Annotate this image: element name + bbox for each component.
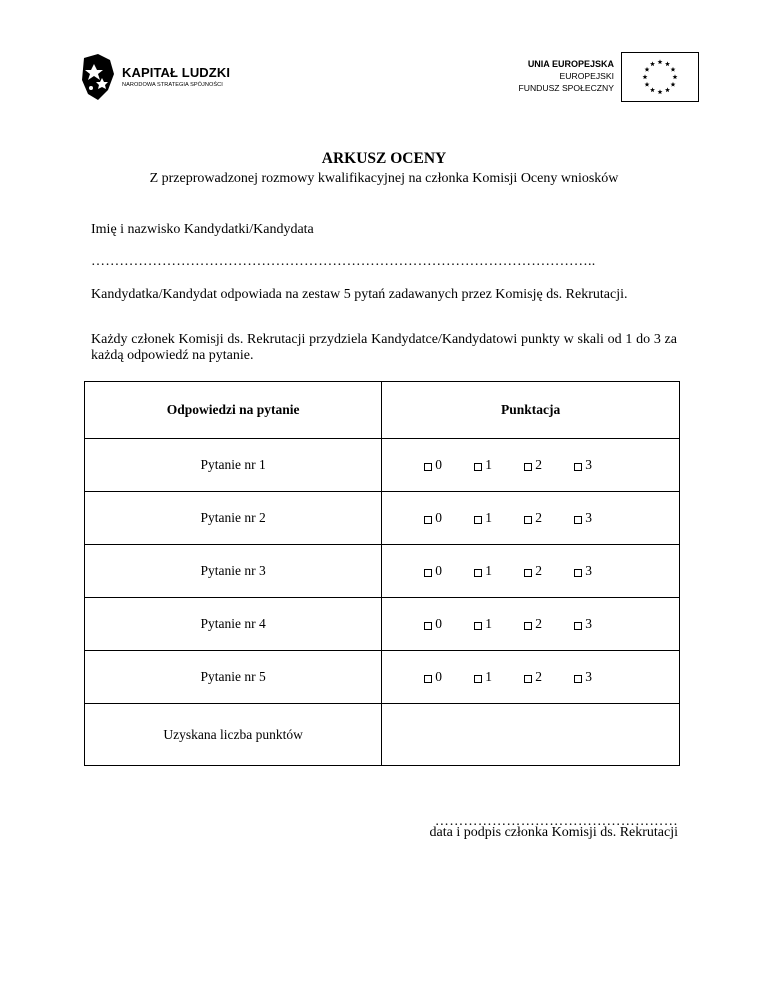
eu-star-icon [645,82,650,87]
score-option-label: 1 [485,510,492,525]
table-row [85,598,680,651]
signature-label: data i podpis członka Komisji ds. Rekrutacji [429,825,678,840]
eu-star-icon [658,59,663,64]
kapital-ludzki-logo [80,52,250,104]
score-option-label: 0 [435,669,442,684]
score-option-label: 0 [435,457,442,472]
checkbox-icon[interactable] [524,622,532,630]
kapital-ludzki-title: KAPITAŁ LUDZKI [122,65,231,80]
question-label: Pytanie nr 5 [85,651,382,704]
eu-star-icon [665,61,670,66]
eu-logo-line3: FUNDUSZ SPOŁECZNY [518,83,614,93]
eu-star-icon [650,61,655,66]
table-row [85,492,680,545]
checkbox-icon[interactable] [574,516,582,524]
score-option[interactable] [474,669,524,685]
table-header-row [85,382,680,439]
eu-star-icon [645,67,650,72]
table-row [85,545,680,598]
eu-logo-line1: UNIA EUROPEJSKA [527,59,614,69]
checkbox-icon[interactable] [574,675,582,683]
score-options [382,598,680,651]
score-options-group [382,510,679,526]
checkbox-icon[interactable] [424,569,432,577]
checkbox-icon[interactable] [574,569,582,577]
checkbox-icon[interactable] [424,516,432,524]
eu-star-icon [673,74,678,79]
instructions-paragraph-1: Kandydatka/Kandydat odpowiada na zestaw 5 pytań zadawanych przez Komisję ds. Rekrutacji. [91,287,628,302]
candidate-name-field[interactable]: …………………………………………………………………………………………….. [91,254,596,269]
score-option-label: 2 [535,616,542,631]
question-label: Pytanie nr 2 [85,492,382,545]
eu-star-icon [671,67,676,72]
score-option-label: 3 [585,616,592,631]
eu-stars-icon [622,53,698,101]
eu-star-icon [671,82,676,87]
checkbox-icon[interactable] [474,463,482,471]
eu-logo-line2: EUROPEJSKI [559,71,614,81]
signature-field[interactable]: …………………………………………… [434,814,678,829]
score-option[interactable] [524,563,574,579]
score-option-label: 2 [535,457,542,472]
checkbox-icon[interactable] [474,622,482,630]
checkbox-icon[interactable] [424,675,432,683]
eu-star-icon [658,89,663,94]
score-option-label: 3 [585,669,592,684]
score-option-label: 1 [485,563,492,578]
score-option[interactable] [474,510,524,526]
checkbox-icon[interactable] [524,516,532,524]
score-options [382,492,680,545]
score-option-label: 2 [535,510,542,525]
score-option[interactable] [474,457,524,473]
score-option-label: 3 [585,510,592,525]
total-row [85,704,680,766]
score-option-label: 1 [485,669,492,684]
eu-flag [621,52,699,102]
score-option-label: 3 [585,457,592,472]
score-option-label: 2 [535,669,542,684]
total-label: Uzyskana liczba punktów [85,704,382,766]
score-option-label: 1 [485,457,492,472]
score-option-label: 0 [435,563,442,578]
checkbox-icon[interactable] [574,463,582,471]
eu-star-icon [650,87,655,92]
header-points: Punktacja [382,382,680,439]
checkbox-icon[interactable] [524,675,532,683]
score-option[interactable] [424,563,474,579]
score-option[interactable] [524,457,574,473]
score-options [382,651,680,704]
score-options-group [382,669,679,685]
question-label: Pytanie nr 4 [85,598,382,651]
checkbox-icon[interactable] [524,569,532,577]
score-option[interactable] [574,457,624,473]
total-points-field[interactable] [382,704,680,766]
score-options-group [382,616,679,632]
kapital-ludzki-subtitle: NARODOWA STRATEGIA SPÓJNOŚCI [122,82,223,88]
checkbox-icon[interactable] [474,569,482,577]
score-option[interactable] [474,616,524,632]
eu-star-icon [665,87,670,92]
score-option[interactable] [574,510,624,526]
checkbox-icon[interactable] [424,463,432,471]
score-options-group [382,457,679,473]
eu-logo-text [519,58,615,94]
score-option[interactable] [574,616,624,632]
checkbox-icon[interactable] [424,622,432,630]
question-label: Pytanie nr 3 [85,545,382,598]
score-option[interactable] [574,669,624,685]
page-title: ARKUSZ OCENY [321,150,447,167]
score-options [382,545,680,598]
score-option-label: 2 [535,563,542,578]
score-options [382,439,680,492]
score-options-group [382,563,679,579]
score-option[interactable] [424,616,474,632]
checkbox-icon[interactable] [474,516,482,524]
score-option[interactable] [524,510,574,526]
score-option[interactable] [574,563,624,579]
instructions-paragraph-2: Każdy członek Komisji ds. Rekrutacji przydziela Kandydatce/Kandydatowi punkty w skali od 1 do 3 za każdą odpowiedź na pytanie. [91,332,677,363]
score-option-label: 1 [485,616,492,631]
header-questions: Odpowiedzi na pytanie [85,382,382,439]
score-option-label: 0 [435,510,442,525]
score-option[interactable] [424,510,474,526]
score-option-label: 0 [435,616,442,631]
checkbox-icon[interactable] [524,463,532,471]
score-option[interactable] [424,457,474,473]
score-option[interactable] [424,669,474,685]
table-row [85,439,680,492]
table-row [85,651,680,704]
score-table [84,381,680,766]
eu-star-icon [643,74,648,79]
checkbox-icon[interactable] [474,675,482,683]
score-option[interactable] [524,669,574,685]
page-subtitle: Z przeprowadzonej rozmowy kwalifikacyjnej na członka Komisji Oceny wniosków [149,171,619,186]
kapital-ludzki-emblem-icon [80,52,116,102]
question-label: Pytanie nr 1 [85,439,382,492]
candidate-name-label: Imię i nazwisko Kandydatki/Kandydata [91,222,314,237]
checkbox-icon[interactable] [574,622,582,630]
score-option[interactable] [474,563,524,579]
score-option-label: 3 [585,563,592,578]
score-option[interactable] [524,616,574,632]
